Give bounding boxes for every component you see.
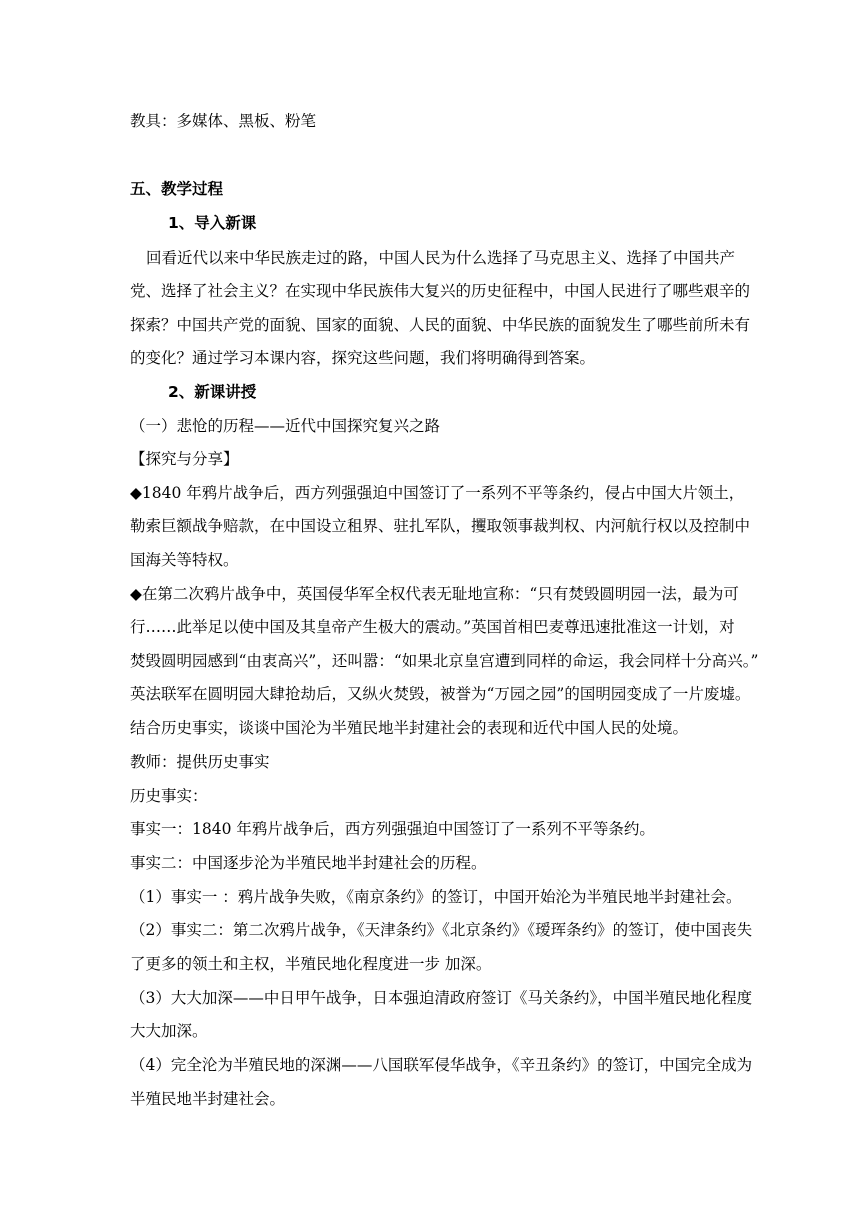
paragraph-line: 探索？中国共产党的面貌、国家的面貌、人民的面貌、中华民族的面貌发生了哪些前所未有 [130,316,751,334]
paragraph-line: ◆1840 年鸦片战争后，西方列强强迫中国签订了一系列不平等条约，侵占中国大片领土， [130,484,745,502]
explore-share-label: 【探究与分享】 [130,450,239,468]
paragraph-line: ◆在第二次鸦片战争中，英国侵华军全权代表无耻地宣称：“只有焚毁圆明园一法，最为可 [130,585,739,603]
subheading-intro: 1、导入新课 [168,214,257,232]
paragraph-line: 焚毁圆明园感到“由衷高兴”，还叫嚣：“如果北京皇宫遭到同样的命运，我会同样十分高兴。” [130,652,759,670]
subheading-new-lesson: 2、新课讲授 [168,383,257,401]
section-title-line: （一）悲怆的历程——近代中国探究复兴之路 [130,417,441,435]
fact-one-line: 事实一：1840 年鸦片战争后，西方列强强迫中国签订了一系列不平等条约。 [130,820,655,838]
list-item-1: （1）事实一 ：鸦片战争失败，《南京条约》的签订，中国开始沦为半殖民地半封建社会。 [130,888,742,906]
list-item-4-continued: 半殖民地半封建社会。 [130,1090,286,1108]
paragraph-line: 党、选择了社会主义？在实现中华民族伟大复兴的历史征程中，中国人民进行了哪些艰辛的 [130,282,751,300]
teacher-line: 教师：提供历史事实 [130,753,270,771]
teaching-tools-line: 教具：多媒体、黑板、粉笔 [130,112,317,130]
paragraph-line: 结合历史事实，谈谈中国沦为半殖民地半封建社会的表现和近代中国人民的处境。 [130,719,689,737]
paragraph-line: 勒索巨额战争赔款，在中国设立租界、驻扎军队，攫取领事裁判权、内河航行权以及控制中 [130,517,751,535]
list-item-3-continued: 大大加深。 [130,1022,208,1040]
paragraph-line: 英法联军在圆明园大肆抢劫后，又纵火焚毁，被誉为“万园之园”的国明园变成了一片废墟。 [130,685,751,703]
list-item-3: （3）大大加深——中日甲午战争，日本强迫清政府签订《马关条约》，中国半殖民地化程度 [130,989,753,1007]
fact-two-line: 事实二：中国逐步沦为半殖民地半封建社会的历程。 [130,854,487,872]
section-heading-teaching-process: 五、教学过程 [130,180,224,198]
paragraph-line: 回看近代以来中华民族走过的路，中国人民为什么选择了马克思主义、选择了中国共产 [146,249,736,267]
history-facts-label: 历史事实： [130,787,208,805]
paragraph-line: 国海关等特权。 [130,551,239,569]
paragraph-line: 行……此举足以使中国及其皇帝产生极大的震动。”英国首相巴麦尊迅速批准这一计划，对 [130,618,735,636]
list-item-4: （4）完全沦为半殖民地的深渊——八国联军侵华战争，《辛丑条约》的签订，中国完全成为 [130,1056,753,1074]
list-item-2-continued: 了更多的领土和主权，半殖民地化程度进一步 加深。 [130,955,492,973]
list-item-2: （2）事实二：第二次鸦片战争，《天津条约》《北京条约》《瑷珲条约》的签订，使中国丧失 [130,921,753,939]
paragraph-line: 的变化？通过学习本课内容，探究这些问题，我们将明确得到答案。 [130,349,596,367]
